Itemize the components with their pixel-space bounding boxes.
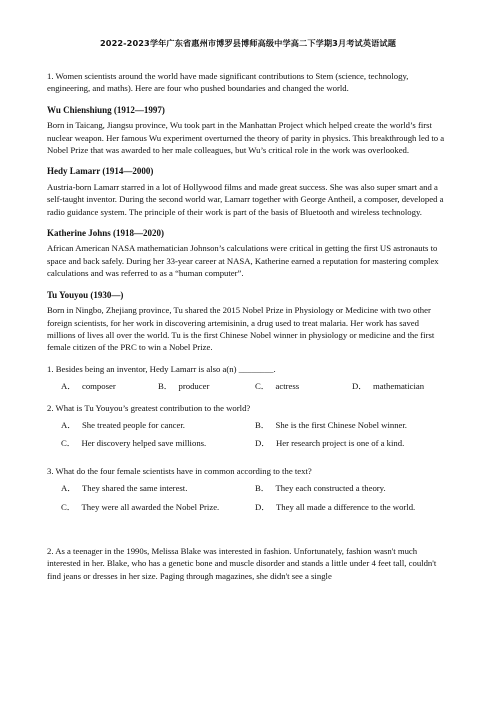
passage-2-intro: 2. As a teenager in the 1990s, Melissa Blake was interested in fashion. Unfortunately, fashion wasn't much interested in her. Blake, who has a genetic bone and muscle disorder and stands a little under 4 feet tall, couldn't find jeans or dresses in her size. Paging through magazines, she didn't see a single [47,545,437,581]
scientist-bio-wu: Born in Taicang, Jiangsu province, Wu took part in the Manhattan Project which helped create the world’s first nuclear weapon. Her famous Wu experiment overturned the theory of parity in physics. This breakthrough led to a Nobel Prize that was awarded to her male colleagues, but Wu’s critical role in the work was overlooked. [47,120,445,156]
scientist-bio-tu: Born in Ningbo, Zhejiang province, Tu shared the 2015 Nobel Prize in Physiology or Medicine with two other foreign scientists, for her work in discovering artemisinin, a drug used to treat malaria. Her work has saved millions of lives all over the world. Tu is the first Chinese Nobel winner in physiology or medicine and the first female citizen of the PRC to win a Nobel Prize. [47,305,435,353]
option-letter: A． [61,419,76,430]
scientist-heading-wu [47,104,449,116]
option-letter: C． [61,438,76,449]
scientist-years: (1918—2020) [113,228,165,239]
option-a [61,380,158,392]
question-options-3 [47,482,449,519]
option-a [61,419,255,431]
scientist-years: (1930—) [90,289,124,300]
scientist-name: Tu Youyou [47,289,89,300]
option-text: They shared the same interest. [81,483,188,494]
option-letter: D． [255,438,270,449]
option-text: They were all awarded the Nobel Prize. [81,501,220,512]
option-a [61,482,255,494]
scientist-name: Katherine Johns [47,228,111,239]
scientist-bio-lamarr: Austria-born Lamarr starred in a lot of Hollywood films and made great success. She was also super smart and a self-taught inventor. During the second world war, Lamarr together with George Antheil, a composer, developed a radio guidance system. The principle of their work is part of the basis of Bluetooth and wireless technology. [47,181,444,217]
option-text: composer [81,381,116,392]
option-text: She treated people for cancer. [81,419,185,430]
option-text: They all made a difference to the world. [275,501,416,512]
option-d [255,437,449,449]
option-text: Her discovery helped save millions. [81,438,207,449]
page-title: 2022-2023学年广东省惠州市博罗县博师高级中学高二下学期3月考试英语试题 [99,38,396,48]
option-letter: A． [61,483,76,494]
question-stem-3: 3. What do the four female scientists have in common according to the text? [47,465,312,476]
scientist-name: Wu Chienshiung [47,104,112,115]
option-b [255,482,449,494]
question-stem-1: 1. Besides being an inventor, Hedy Lamarr is also a(n) ________. [47,363,276,374]
question-options-1 [47,380,449,392]
option-c [255,380,352,392]
scientist-name: Hedy Lamarr [47,166,101,177]
option-c [61,437,255,449]
question-stem-2: 2. What is Tu Youyou’s greatest contribution to the world? [47,402,251,413]
option-letter: C． [61,501,76,512]
option-b [158,380,255,392]
main-content [47,70,449,582]
option-letter: A． [61,381,76,392]
option-text: Her research project is one of a kind. [275,438,405,449]
question-options-2 [47,419,449,456]
option-d [352,380,449,392]
option-letter: B． [255,419,270,430]
scientist-heading-lamarr [47,165,449,177]
option-letter: D． [255,501,270,512]
option-text: She is the first Chinese Nobel winner. [275,419,407,430]
option-c [61,501,255,513]
option-d [255,501,449,513]
scientist-bio-johns: African American NASA mathematician Johnson’s calculations were critical in getting the first US astronauts to space and back safely. During her 33-year career at NASA, Katherine earned a reputation for mastering complex calculations and was referred to as a “human computer”. [47,243,439,279]
section-gap [47,519,449,545]
option-letter: D． [352,381,367,392]
option-text: producer [178,381,210,392]
option-letter: B． [158,381,173,392]
scientist-years: (1912—1997) [113,104,165,115]
option-text: actress [275,381,300,392]
option-letter: C． [255,381,270,392]
passage-intro: 1. Women scientists around the world have made significant contributions to Stem (science, technology, engineering, and maths). Here are four who pushed boundaries and changed the world. [47,71,409,94]
option-letter: B． [255,483,270,494]
option-text: mathematician [372,381,425,392]
scientist-heading-johns [47,227,449,239]
option-text: They each constructed a theory. [275,483,386,494]
scientist-years: (1914—2000) [102,166,154,177]
option-b [255,419,449,431]
scientist-heading-tu [47,289,449,301]
